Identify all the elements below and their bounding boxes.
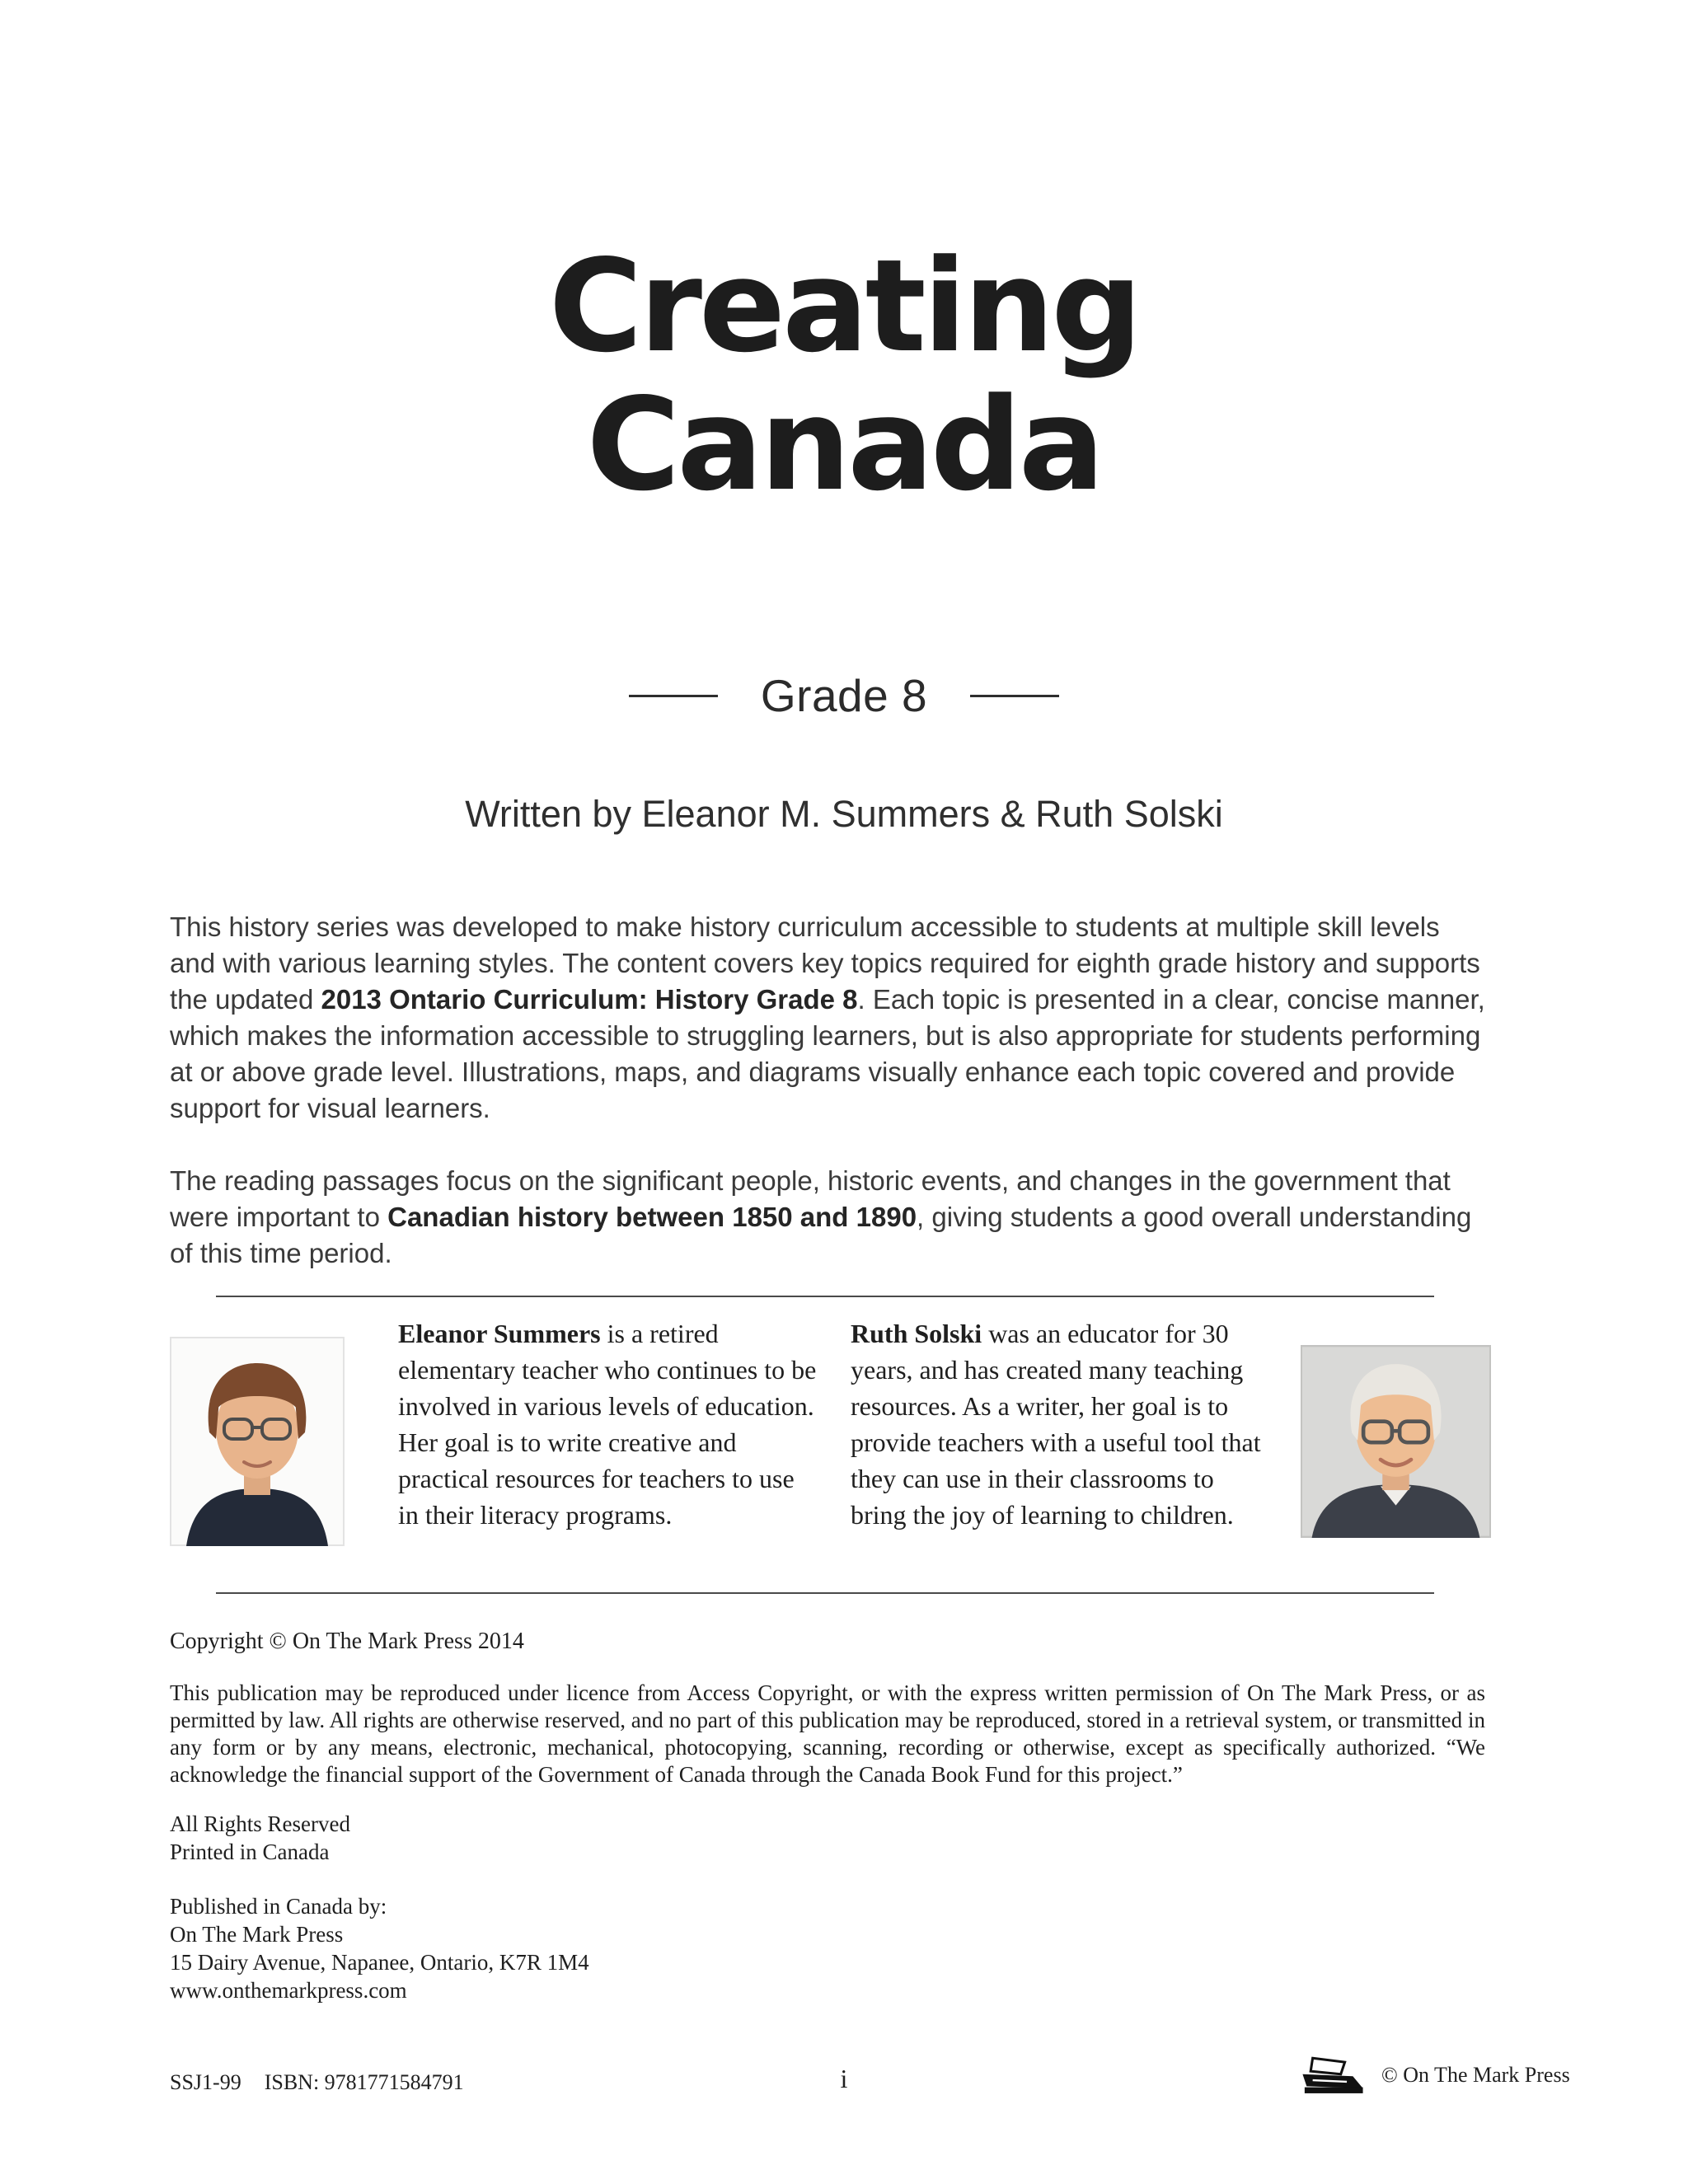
ruth-solski-bio — [851, 1315, 1267, 1533]
printer-scanner-icon — [1301, 2054, 1365, 2097]
ruth-solski-bio-text: was an educator for 30 years, and has created many teaching resources. As a writer, her goal is to provide teachers with a useful tool that they can use in their classrooms to bring the joy of learning to children. — [851, 1319, 1261, 1530]
intro-section — [170, 909, 1489, 1308]
ruth-solski-name: Ruth Solski — [851, 1319, 982, 1348]
page-number: i — [840, 2064, 848, 2093]
copyright-body: This publication may be reproduced under licence from Access Copyright, or with the express written permission of On The Mark Press, or as permitted by law. All rights are otherwise reserved, and no part of this publication may be reproduced, stored in a retrieval system, or transmitted in any form or by any means, electronic, mechanical, photocopying, scanning, recording or otherwise, except as specifically authorized. “We acknowledge the financial support of the Government of Canada through the Canada Book Fund for this project.” — [170, 1680, 1485, 1787]
grade-rule-left — [629, 695, 718, 697]
product-code: SSJ1-99 — [170, 2070, 241, 2094]
intro-p2-text-before: The reading passages focus on the significant people, historic events, and changes in the government that were important to — [170, 1165, 1451, 1232]
ruth-solski-portrait-drawing — [1301, 1345, 1491, 1538]
byline: Written by Eleanor M. Summers & Ruth Solski — [465, 793, 1223, 835]
author-section-rule-top — [216, 1296, 1434, 1297]
author-section-rule-bottom — [216, 1592, 1434, 1594]
intro-p2-text-after: , giving students a good overall understanding of this time period. — [170, 1202, 1472, 1268]
intro-paragraph-1 — [170, 909, 1489, 1127]
grade-rule-right — [970, 695, 1059, 697]
book-title-line-1: Creating — [548, 232, 1140, 381]
eleanor-summers-bio-text: is a retired elementary teacher who continues to be involved in various levels of education. Her goal is to write creative and practical resources for teachers to use in their literacy programs. — [398, 1319, 817, 1530]
footer-right — [1301, 2054, 1570, 2097]
ruth-solski-photo — [1301, 1345, 1491, 1538]
published-line-1: Published in Canada by: — [170, 1894, 387, 1919]
grade-label: Grade 8 — [760, 670, 928, 721]
grade-row — [0, 669, 1688, 722]
eleanor-summers-portrait-drawing — [170, 1337, 345, 1546]
published-block — [170, 1892, 589, 2004]
rights-line-2: Printed in Canada — [170, 1840, 330, 1864]
intro-p1-text-before: This history series was developed to make history curriculum accessible to students at multiple skill levels and with various learning styles. The content covers key topics required for eighth grade history and supports the updated — [170, 912, 1480, 1015]
rights-line-1: All Rights Reserved — [170, 1811, 350, 1836]
footer-credit: © On The Mark Press — [1381, 2063, 1570, 2087]
published-line-2: On The Mark Press — [170, 1922, 344, 1947]
intro-p1-text-after: . Each topic is presented in a clear, concise manner, which makes the information accessible to struggling learners, but is also appropriate for students performing at or above grade level. Illustrations, maps, and diagrams visually enhance each topic covered and provide support for visual learners. — [170, 984, 1485, 1123]
eleanor-summers-photo — [170, 1337, 345, 1546]
eleanor-summers-name: Eleanor Summers — [398, 1319, 601, 1348]
published-line-3: 15 Dairy Avenue, Napanee, Ontario, K7R 1M4 — [170, 1950, 589, 1975]
copyright-line: Copyright © On The Mark Press 2014 — [170, 1629, 524, 1654]
eleanor-summers-bio — [398, 1315, 818, 1533]
intro-p2-bold-history: Canadian history between 1850 and 1890 — [387, 1202, 917, 1232]
intro-paragraph-2 — [170, 1163, 1489, 1272]
book-title-line-2: Canada — [586, 370, 1102, 519]
rights-block — [170, 1810, 350, 1866]
isbn: ISBN: 9781771584791 — [264, 2070, 464, 2094]
intro-p1-bold-curriculum: 2013 Ontario Curriculum: History Grade 8 — [321, 984, 858, 1015]
published-line-4: www.onthemarkpress.com — [170, 1978, 407, 2003]
book-title — [0, 232, 1688, 519]
